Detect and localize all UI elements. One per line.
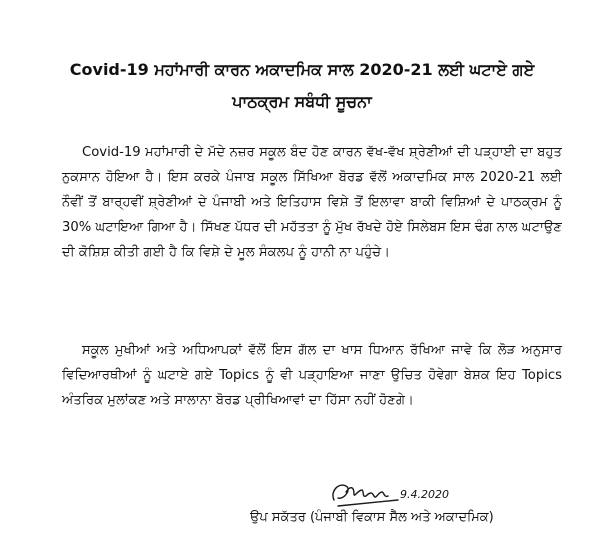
handwritten-signature xyxy=(328,478,408,514)
signature-date: 9.4.2020 xyxy=(400,488,449,501)
notice-paragraph-1: Covid-19 ਮਹਾਂਮਾਰੀ ਦੇ ਮੱਦੇ ਨਜ਼ਰ ਸਕੂਲ ਬੰਦ ਹੋਣ ਕਾਰਨ ਵੱਖ-ਵੱਖ ਸ਼੍ਰੇਣੀਆਂ ਦੀ ਪੜ੍ਹਾਈ ਦਾ ਬਹੁਤ ਨੁਕਸਾਨ ਹੋਇਆ ਹੈ। ਇਸ ਕਰਕੇ ਪੰਜਾਬ ਸਕੂਲ ਸਿੱਖਿਆ ਬੋਰਡ ਵੱਲੋਂ ਅਕਾਦਮਿਕ ਸਾਲ 2020-21 ਲਈ ਨੌਵੀਂ ਤੋਂ ਬਾਰ੍ਹਵੀਂ ਸ਼੍ਰੇਣੀਆਂ ਦੇ ਪੰਜਾਬੀ ਅਤੇ ਇਤਿਹਾਸ ਵਿਸ਼ੇ ਤੋਂ ਇਲਾਵਾ ਬਾਕੀ ਵਿਸ਼ਿਆਂ ਦੇ ਪਾਠਕ੍ਰਮ ਨੂੰ 30% ਘਟਾਇਆ ਗਿਆ ਹੈ। ਸਿੱਖਣ ਪੱਧਰ ਦੀ ਮਹੱਤਤਾ ਨੂੰ ਮੁੱਖ ਰੱਖਦੇ ਹੋਏ ਸਿਲੇਬਸ ਇਸ ਢੰਗ ਨਾਲ ਘਟਾਉਣ ਦੀ ਕੋਸ਼ਿਸ਼ ਕੀਤੀ ਗਈ ਹੈ ਕਿ ਵਿਸ਼ੇ ਦੇ ਮੂਲ ਸੰਕਲਪ ਨੂੰ ਹਾਨੀ ਨਾ ਪਹੁੰਚੇ। xyxy=(62,145,562,260)
signatory-designation: ਉਪ ਸਕੱਤਰ (ਪੰਜਾਬੀ ਵਿਕਾਸ ਸੈੱਲ ਅਤੇ ਅਕਾਦਮਿਕ) xyxy=(250,510,494,525)
notice-paragraph-2: ਸਕੂਲ ਮੁਖੀਆਂ ਅਤੇ ਅਧਿਆਪਕਾਂ ਵੱਲੋਂ ਇਸ ਗੱਲ ਦਾ ਖਾਸ ਧਿਆਨ ਰੱਖਿਆ ਜਾਵੇ ਕਿ ਲੋੜ ਅਨੁਸਾਰ ਵਿਦਿਆਰਥੀਆਂ ਨੂੰ ਘਟਾਏ ਗਏ Topics ਨੂੰ ਵੀ ਪੜ੍ਹਾਇਆ ਜਾਣਾ ਉਚਿਤ ਹੋਵੇਗਾ ਬੇਸ਼ਕ ਇਹ Topics ਅੰਤਰਿਕ ਮੁਲਾਂਕਣ ਅਤੇ ਸਾਲਾਨਾ ਬੋਰਡ ਪ੍ਰੀਖਿਆਵਾਂ ਦਾ ਹਿੱਸਾ ਨਹੀਂ ਹੋਣਗੇ। xyxy=(62,343,562,408)
notice-title-line-2: ਪਾਠਕ੍ਰਮ ਸਬੰਧੀ ਸੂਚਨਾ xyxy=(232,92,372,111)
notice-title-line-1: Covid-19 ਮਹਾਂਮਾਰੀ ਕਾਰਨ ਅਕਾਦਮਿਕ ਸਾਲ 2020-21 ਲਈ ਘਟਾਏ ਗਏ xyxy=(69,60,535,79)
